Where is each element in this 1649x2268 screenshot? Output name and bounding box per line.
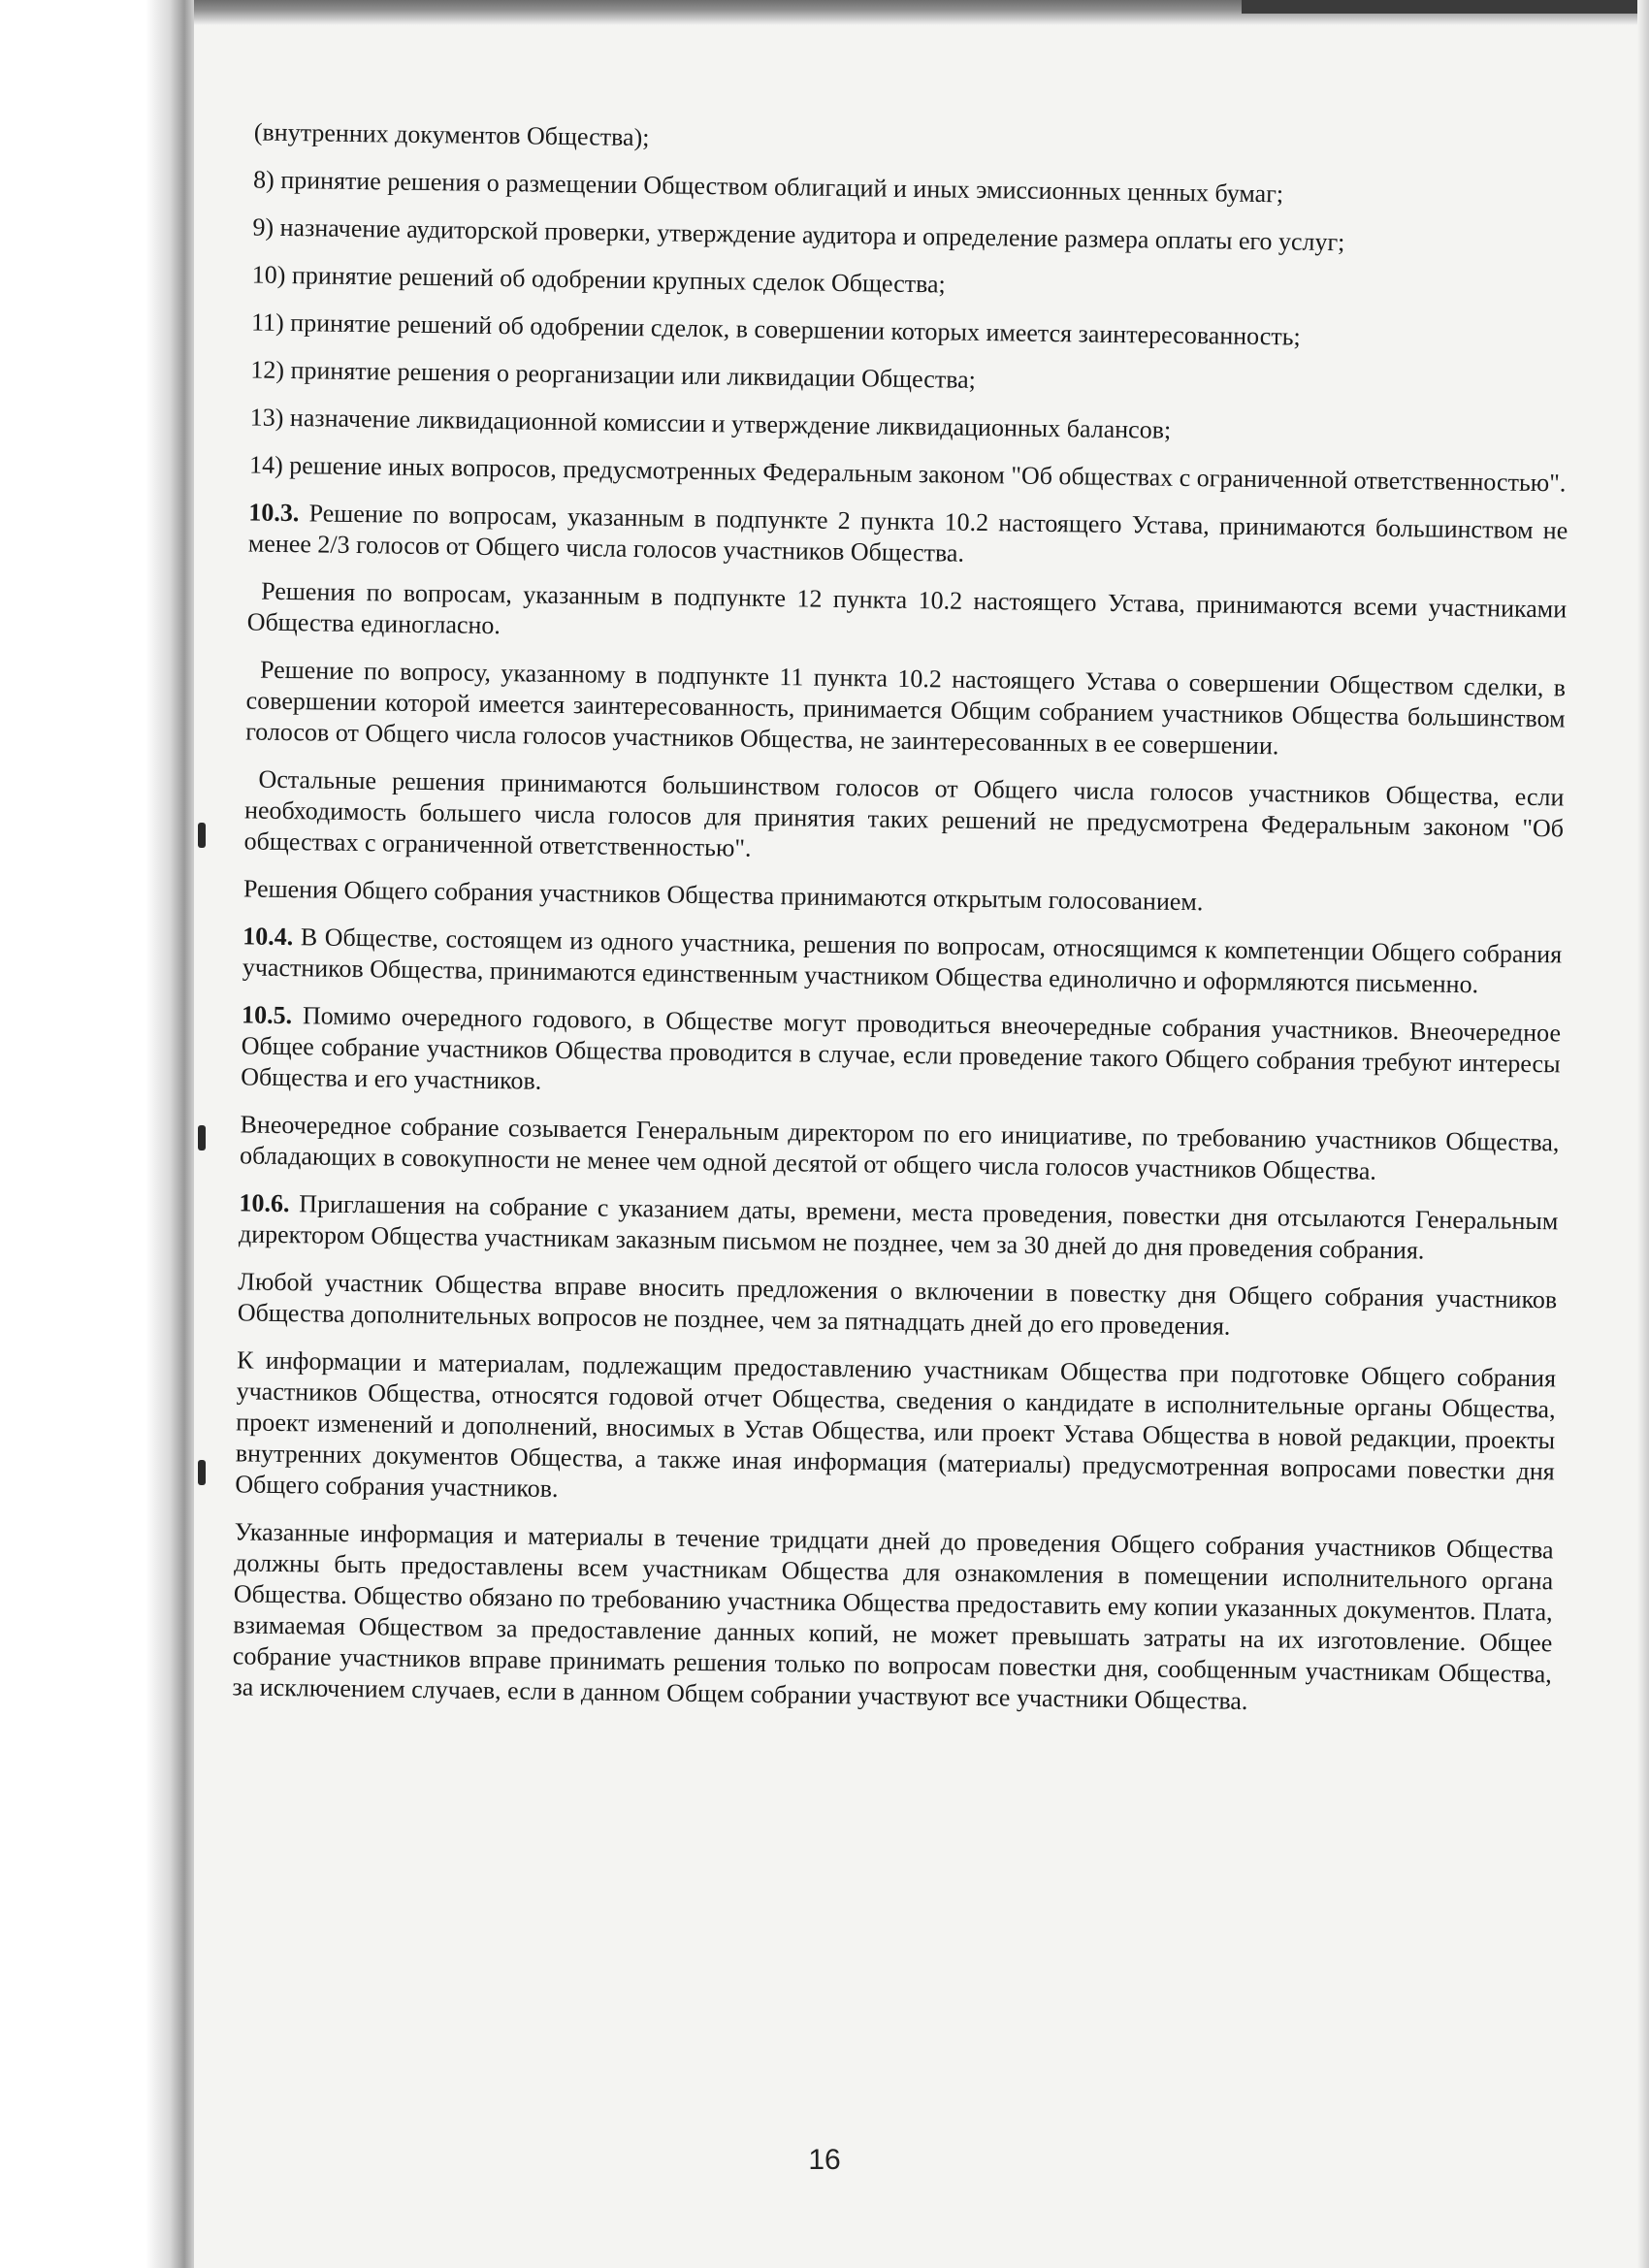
paragraph: К информации и материалам, подлежащим предоставлению участникам Общества при подготовке Общего собрания участников Общества, относятся годовой отчет Общества, сведения о кандидате в исполнительные органы Общества, проект изменений и дополнений, вносимых в Устав Общества, или проект Устава Общества в новой редакции, проекты внутренних документов Общества, а также иная информация (материалы) предусмотренная вопросами повестки дня Общего собрания участников. bbox=[235, 1345, 1557, 1504]
scan-top-right-edge bbox=[1242, 0, 1649, 14]
clause-10-5: 10.5. Помимо очередного годового, в Обществе могут проводиться внеочередные собрания участников. Внеочередное Общее собрание участников Общества проводится в случае, если проведение такого Общего собрания требуют интересы Общества и его участников. bbox=[241, 1000, 1562, 1095]
page-number: 16 bbox=[808, 2144, 841, 2176]
paragraph: Внеочередное собрание созывается Генеральным директором по его инициативе, по требованию участников Общества, обладающих в совокупности не менее чем одной десятой от общего числа голосов участников Общества. bbox=[239, 1110, 1560, 1185]
clause-number: 10.6. bbox=[239, 1188, 290, 1218]
clause-10-4: 10.4. В Обществе, состоящем из одного участника, решения по вопросам, относящимся к компетенции Общего собрания участников Общества, принимаются единственным участником Общества единолично и оформляются письменно. bbox=[242, 922, 1563, 999]
paragraph: Любой участник Общества вправе вносить предложения о включении в повестку дня Общего собрания участников Общества дополнительных вопросов не позднее, чем за пятнадцать дней до его проведения. bbox=[237, 1267, 1558, 1341]
binding-hole-mark bbox=[198, 1460, 206, 1485]
scan-right-edge bbox=[1637, 0, 1649, 2268]
clause-10-6: 10.6. Приглашения на собрание с указанием даты, времени, места проведения, повестки дня отсылаются Генеральным директором Общества участникам заказным письмом не позднее, чем за 30 дней до дня проведения собрания. bbox=[238, 1188, 1559, 1265]
list-item-14: 14) решение иных вопросов, предусмотренных Федеральным законом "Об обществах с ограниченной ответственностью". bbox=[248, 450, 1567, 498]
paragraph: (внутренних документов Общества); bbox=[253, 117, 650, 152]
list-item-8: 8) принятие решения о размещении Обществом облигаций и иных эмиссионных ценных бумаг; bbox=[252, 165, 1284, 209]
clause-10-3: 10.3. Решение по вопросам, указанным в подпункте 2 пункта 10.2 настоящего Устава, принимаются большинством не менее 2/3 голосов от Общего числа голосов участников Общества. bbox=[247, 498, 1568, 567]
binding-hole-mark bbox=[198, 1125, 206, 1150]
list-item-11: 11) принятие решений об одобрении сделок, в совершении которых имеется заинтересованность; bbox=[250, 308, 1301, 351]
paragraph: Решения по вопросам, указанным в подпункте 12 пункта 10.2 настоящего Устава, принимаются всеми участниками Общества единогласно. bbox=[246, 576, 1568, 640]
paragraph: Указанные информация и материалы в течение тридцати дней до проведения Общего собрания участников Общества должны быть предоставлены всем участникам Общества для ознакомления в помещении исполнительного органа Общества. Общество обязано по требованию участника Общества предоставить ему копии указанных документов. Плата, взимаемая Обществом за предоставление данных копий, не может превышать затраты на их изготовление. Общее собрание участников вправе принимать решения только по вопросам повестки дня, сообщенным участникам Общества, за исключением случаев, если в данном Общем собрании участвуют все участники Общества. bbox=[232, 1517, 1554, 1715]
document-page bbox=[232, 117, 1573, 1738]
clause-number: 10.5. bbox=[241, 1000, 293, 1030]
scan-binding-shadow bbox=[0, 0, 194, 2268]
paragraph: Остальные решения принимаются большинством голосов от Общего числа голосов участников Общества, если необходимость большего числа голосов для принятия таких решений не предусмотрена Федеральным законом "Об обществах с ограниченной ответственностью". bbox=[243, 764, 1565, 862]
clause-number: 10.3. bbox=[248, 498, 300, 528]
paragraph: Решение по вопросу, указанному в подпункте 11 пункта 10.2 настоящего Устава о совершении Обществом сделки, в совершении которой имеется заинтересованность, принимается Общим собранием участников Общества большинством голосов от Общего числа голосов участников Общества, не заинтересованных в ее совершении. bbox=[245, 655, 1567, 761]
list-item-13: 13) назначение ликвидационной комиссии и утверждение ликвидационных балансов; bbox=[249, 403, 1172, 444]
binding-hole-mark bbox=[198, 823, 206, 848]
paragraph: Решения Общего собрания участников Общества принимаются открытым голосованием. bbox=[242, 874, 1204, 917]
list-item-10: 10) принятие решений об одобрении крупных сделок Общества; bbox=[251, 260, 946, 299]
list-item-12: 12) принятие решения о реорганизации или ликвидации Общества; bbox=[250, 355, 977, 394]
list-item-9: 9) назначение аудиторской проверки, утверждение аудитора и определение размера оплаты его услуг; bbox=[252, 212, 1345, 257]
clause-number: 10.4. bbox=[242, 922, 294, 952]
